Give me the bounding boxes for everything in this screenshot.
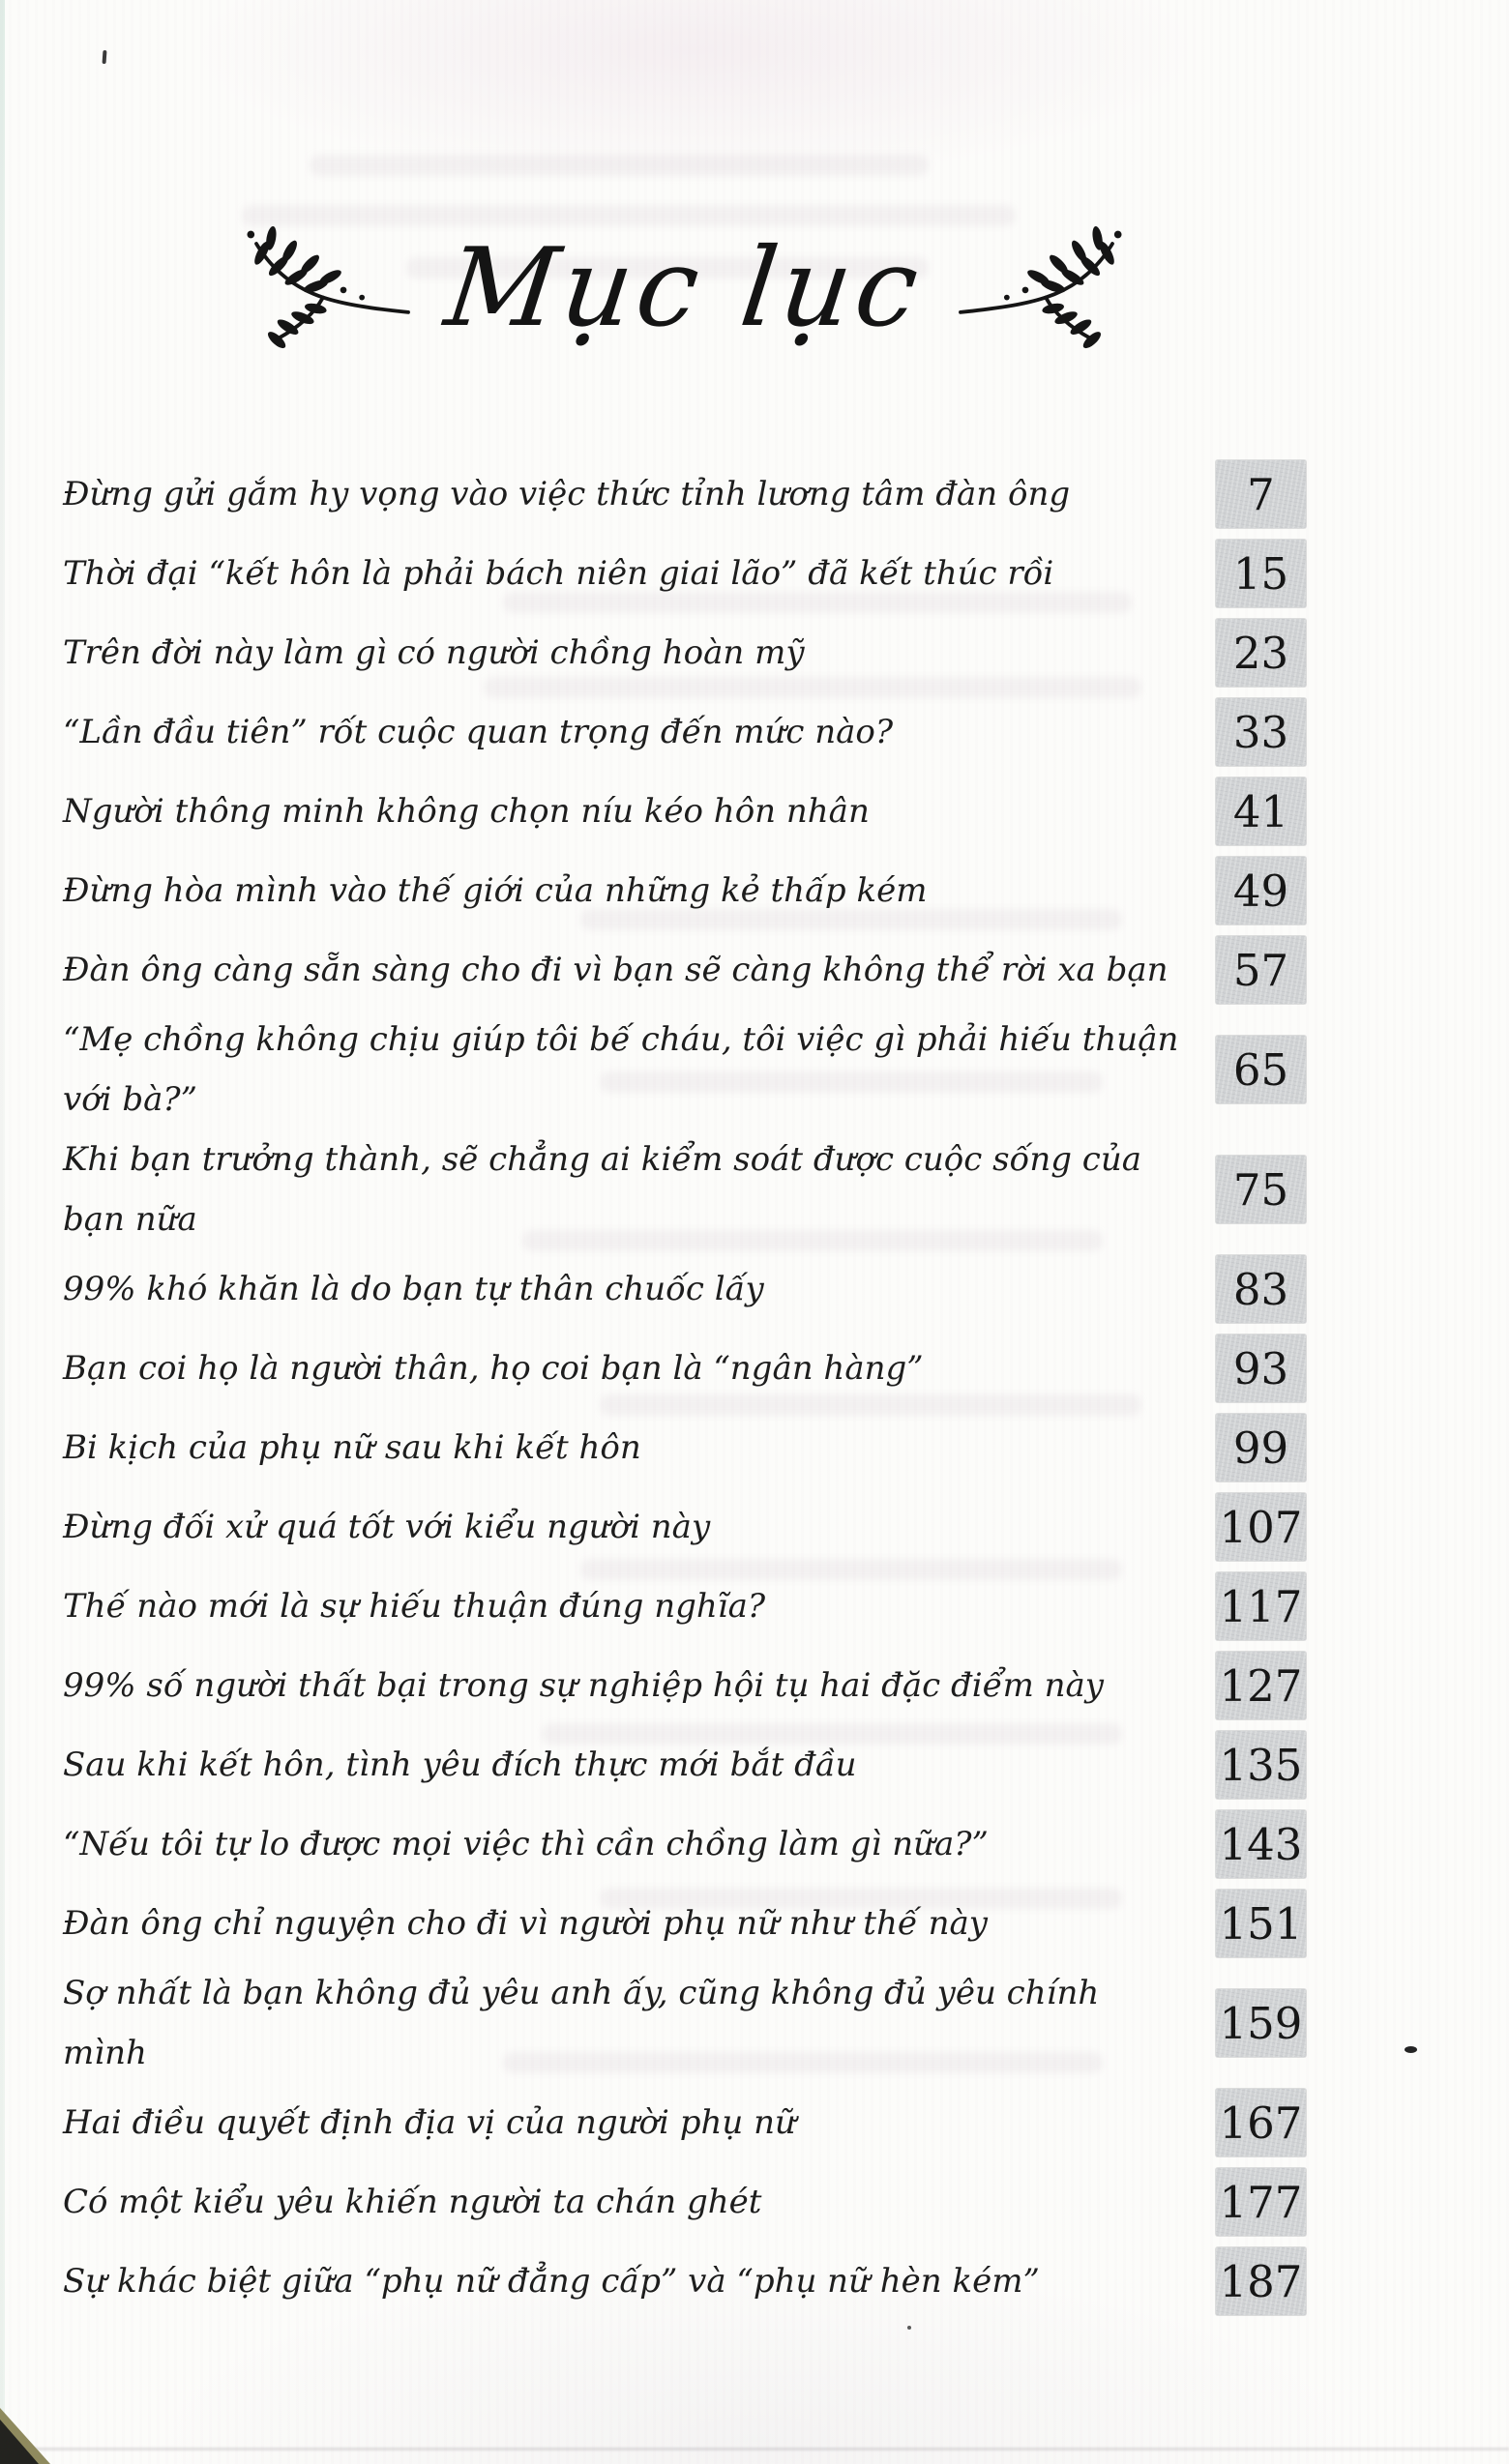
toc-entry [63,772,1306,851]
floral-ornament-right-icon [959,223,1135,353]
scan-speck-artifact [907,2326,911,2330]
toc-entry-title: Trên đời này làm gì có người chồng hoàn mỹ [63,633,805,672]
toc-entry-title: Đừng hòa mình vào thế giới của những kẻ thấp kém [63,871,928,910]
toc-entry [63,455,1306,534]
toc-entry-title: Thế nào mới là sự hiếu thuận đúng nghĩa? [63,1587,766,1626]
scan-dot-artifact [1405,2046,1417,2053]
toc-entry-title: “Mẹ chồng không chịu giúp tôi bế cháu, tôi việc gì phải hiếu thuận với bà?” [63,1020,1179,1119]
toc-entry [63,1646,1306,1725]
toc-entry-title: Sợ nhất là bạn không đủ yêu anh ấy, cũng không đủ yêu chính mình [63,1974,1100,2072]
toc-entry [63,534,1306,613]
toc-entry [63,1408,1306,1487]
toc-entry [63,692,1306,772]
toc-header [63,201,1306,375]
toc-entry-page-number: 41 [1216,777,1306,845]
toc-entry-page-number: 167 [1216,2089,1306,2156]
toc-entry [63,2162,1306,2242]
toc-entry [63,1884,1306,1963]
toc-entry-title: Sau khi kết hôn, tình yêu đích thực mới bắt đầu [63,1745,857,1784]
toc-entry-title: “Nếu tôi tự lo được mọi việc thì cần chồng làm gì nữa?” [63,1825,989,1863]
toc-entry [63,1129,1306,1249]
page-corner-artifact [0,2420,39,2464]
toc-entry-title: Khi bạn trưởng thành, sẽ chẳng ai kiểm soát được cuộc sống của bạn nữa [63,1140,1141,1239]
toc-entry [63,930,1306,1010]
toc-entry-title: Bạn coi họ là người thân, họ coi bạn là “ngân hàng” [63,1349,924,1388]
toc-entry-title: 99% khó khăn là do bạn tự thân chuốc lấy [63,1270,764,1308]
toc-entry [63,1249,1306,1329]
toc-entry-page-number: 177 [1216,2168,1306,2236]
toc-entry [63,1963,1306,2083]
toc-entry-page-number: 49 [1216,857,1306,924]
toc-entry-page-number: 83 [1216,1255,1306,1323]
scan-line-artifact [0,2448,1509,2450]
toc-entry-page-number: 23 [1216,619,1306,687]
toc-entry-page-number: 15 [1216,540,1306,607]
toc-entry-page-number: 33 [1216,698,1306,766]
toc-entry-title: Người thông minh không chọn níu kéo hôn nhân [63,792,870,831]
toc-entry [63,2083,1306,2162]
toc-entry-title: 99% số người thất bại trong sự nghiệp hội tụ hai đặc điểm này [63,1666,1104,1705]
toc-entry-page-number: 99 [1216,1414,1306,1481]
toc-entry-title: Đừng gửi gắm hy vọng vào việc thức tỉnh lương tâm đàn ông [63,475,1071,513]
scan-speck-artifact [103,50,107,64]
floral-ornament-left-icon [234,223,410,353]
toc-entry-page-number: 7 [1216,460,1306,528]
toc-entry-page-number: 127 [1216,1652,1306,1719]
toc-entry-page-number: 57 [1216,936,1306,1004]
toc-entry-title: Đàn ông chỉ nguyện cho đi vì người phụ nữ như thế này [63,1904,988,1943]
toc-entry-page-number: 143 [1216,1810,1306,1878]
toc-entry [63,1804,1306,1884]
toc-entry-title: Bi kịch của phụ nữ sau khi kết hôn [63,1428,641,1467]
toc-entry-page-number: 65 [1216,1036,1306,1103]
toc-entry-title: Thời đại “kết hôn là phải bách niên giai lão” đã kết thúc rồi [63,554,1054,593]
toc-entry [63,1567,1306,1646]
toc-entry-title: Hai điều quyết định địa vị của người phụ nữ [63,2103,796,2142]
toc-entry [63,2242,1306,2321]
toc-list [63,455,1306,2321]
toc-entry-page-number: 107 [1216,1493,1306,1561]
toc-entry [63,851,1306,930]
toc-entry [63,1725,1306,1804]
toc-entry-page-number: 135 [1216,1731,1306,1799]
toc-entry-page-number: 151 [1216,1890,1306,1957]
toc-entry [63,1329,1306,1408]
print-bleed-artifact [310,155,929,176]
toc-entry-page-number: 187 [1216,2247,1306,2315]
toc-entry-title: Đàn ông càng sẵn sàng cho đi vì bạn sẽ càng không thể rời xa bạn [63,951,1169,989]
toc-entry [63,1010,1306,1129]
toc-entry-page-number: 159 [1216,1989,1306,2057]
toc-entry [63,1487,1306,1567]
toc-entry-title: “Lần đầu tiên” rốt cuộc quan trọng đến mức nào? [63,713,894,751]
toc-entry-title: Đừng đối xử quá tốt với kiểu người này [63,1508,711,1546]
toc-entry [63,613,1306,692]
toc-entry-title: Sự khác biệt giữa “phụ nữ đẳng cấp” và “phụ nữ hèn kém” [63,2262,1040,2301]
toc-entry-page-number: 93 [1216,1335,1306,1402]
toc-entry-page-number: 75 [1216,1156,1306,1223]
page-title: Mục lục [439,225,930,351]
scan-edge-artifact [0,0,5,2464]
toc-entry-title: Có một kiểu yêu khiến người ta chán ghét [63,2183,762,2221]
toc-entry-page-number: 117 [1216,1572,1306,1640]
